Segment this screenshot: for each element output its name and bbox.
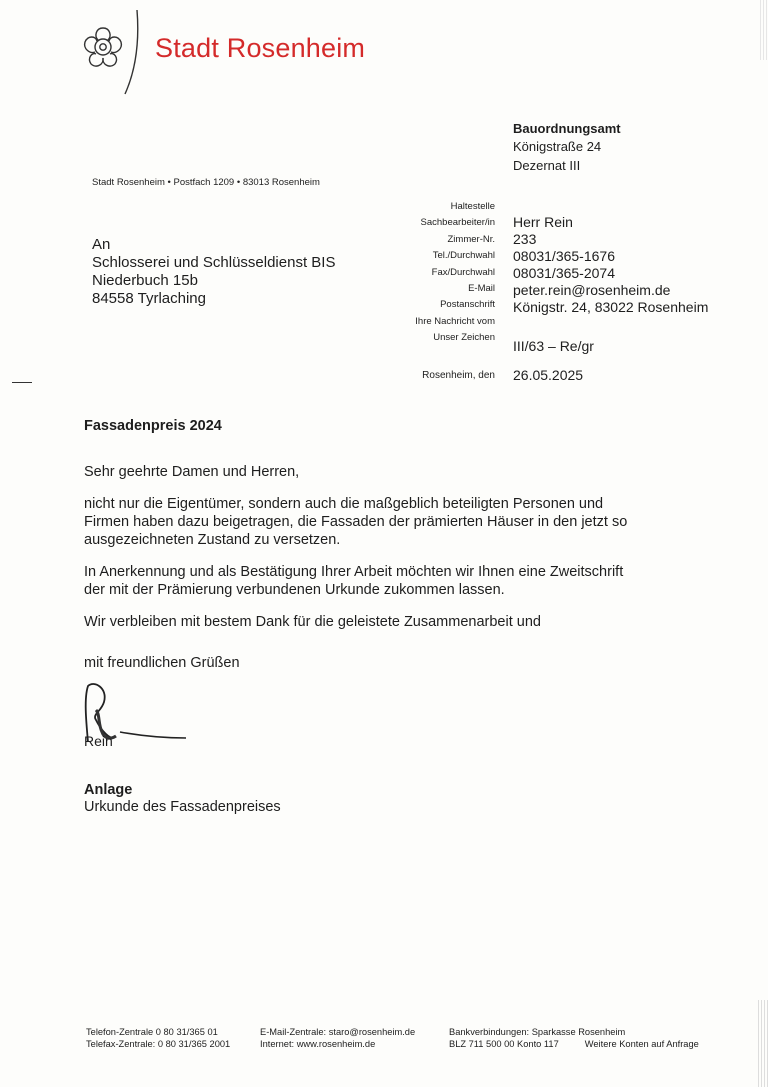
- footer-bank-details: [449, 1038, 699, 1050]
- date-value: 26.05.2025: [513, 367, 584, 383]
- closing: mit freundlichen Grüßen: [84, 655, 240, 671]
- recipient-line: 84558 Tyrlaching: [92, 290, 206, 307]
- rose-emblem-icon: [80, 22, 126, 72]
- footer-blz: BLZ 711 500 00 Konto 117: [449, 1039, 559, 1049]
- fold-mark: [12, 382, 32, 383]
- department-street: Königstraße 24: [513, 139, 602, 154]
- paragraph: Wir verbleiben mit bestem Dank für die geleistete Zusammenarbeit und: [84, 614, 541, 630]
- scan-edge: [760, 0, 768, 60]
- footer-more-accounts: Weitere Konten auf Anfrage: [584, 1039, 699, 1049]
- meta-label: Ihre Nachricht vom: [415, 315, 495, 327]
- meta-label: E-Mail: [468, 283, 495, 295]
- subject: Fassadenpreis 2024: [84, 418, 222, 434]
- paragraph: [84, 563, 704, 599]
- meta-label: Sachbearbeiter/in: [420, 217, 495, 229]
- footer-fax: Telefax-Zentrale: 0 80 31/365 2001: [86, 1039, 231, 1049]
- meta-values: [513, 214, 708, 355]
- recipient-line: Niederbuch 15b: [92, 272, 198, 289]
- meta-label: Zimmer-Nr.: [447, 233, 495, 245]
- meta-label: Postanschrift: [440, 299, 495, 311]
- enclosure-item: Urkunde des Fassadenpreises: [84, 799, 281, 815]
- paragraph-line: In Anerkennung und als Bestätigung Ihrer Arbeit möchten wir Ihnen eine Zweitschrift: [84, 564, 624, 580]
- meta-value-postanschrift: Königstr. 24, 83022 Rosenheim: [513, 299, 709, 315]
- scan-edge: [758, 1000, 768, 1087]
- salutation: Sehr geehrte Damen und Herren,: [84, 464, 300, 480]
- brand-name: Stadt Rosenheim: [155, 33, 366, 63]
- footer-email: E-Mail-Zentrale: staro@rosenheim.de: [260, 1027, 416, 1037]
- meta-value-sachbearbeiter: Herr Rein: [513, 214, 573, 230]
- meta-value-fax: 08031/365-2074: [513, 265, 615, 281]
- signer-name: Rein: [84, 733, 113, 749]
- department-name: Bauordnungsamt: [513, 121, 621, 136]
- footer-bank-block: [449, 1026, 699, 1050]
- meta-value-ihre-nachricht: [513, 316, 708, 333]
- footer-bank: Bankverbindungen: Sparkasse Rosenheim: [449, 1027, 626, 1037]
- footer-contact-block: [260, 1026, 415, 1050]
- meta-label: Tel./Durchwahl: [432, 250, 495, 262]
- paragraph-line: nicht nur die Eigentümer, sondern auch die maßgeblich beteiligten Personen und: [84, 496, 604, 512]
- department-block: [513, 120, 621, 156]
- recipient-address: [92, 236, 335, 308]
- meta-labels: [340, 199, 495, 347]
- meta-label: Fax/Durchwahl: [431, 266, 495, 278]
- recipient-line: Schlosserei und Schlüsseldienst BIS: [92, 254, 336, 271]
- meta-label: Unser Zeichen: [433, 332, 495, 344]
- letter-body: [84, 463, 704, 645]
- meta-value-zimmer: 233: [513, 231, 537, 247]
- logo-divider: [123, 10, 143, 95]
- footer-phone: Telefon-Zentrale 0 80 31/365 01: [86, 1027, 218, 1037]
- division: Dezernat III: [513, 158, 581, 173]
- footer-phone-block: [86, 1026, 230, 1050]
- meta-value-zeichen: III/63 – Re/gr: [513, 338, 594, 354]
- paragraph-line: Firmen haben dazu beigetragen, die Fassaden der prämierten Häuser in den jetzt so: [84, 514, 628, 530]
- meta-label: Haltestelle: [450, 201, 495, 212]
- footer-web: Internet: www.rosenheim.de: [260, 1039, 376, 1049]
- recipient-line: An: [92, 236, 111, 253]
- paragraph-line: der mit der Prämierung verbundenen Urkunde zukommen lassen.: [84, 582, 505, 598]
- meta-value-email: peter.rein@rosenheim.de: [513, 282, 671, 298]
- paragraph-line: ausgezeichneten Zustand zu versetzen.: [84, 532, 341, 548]
- enclosure-title: Anlage: [84, 782, 133, 798]
- sender-line: Stadt Rosenheim • Postfach 1209 • 83013 Rosenheim: [92, 177, 320, 188]
- meta-value-tel: 08031/365-1676: [513, 248, 615, 264]
- date-label: Rosenheim, den: [422, 370, 495, 381]
- paragraph: [84, 495, 704, 549]
